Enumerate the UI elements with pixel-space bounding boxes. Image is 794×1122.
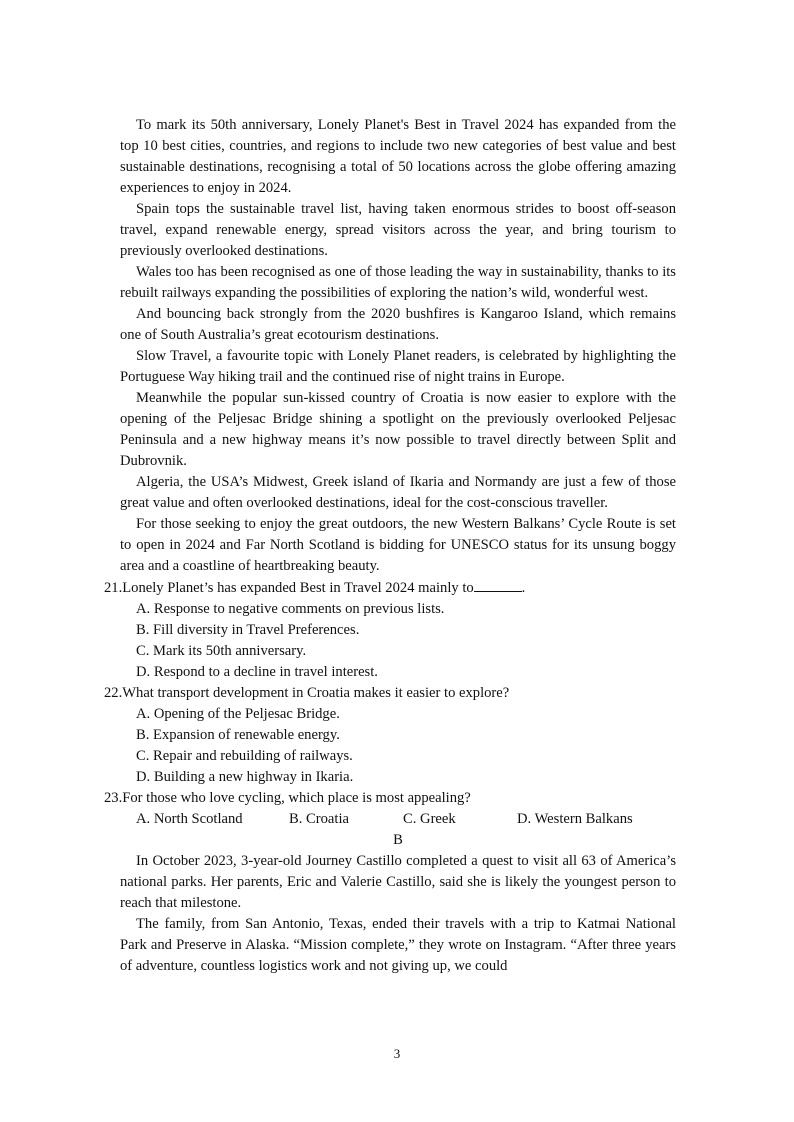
question-21-option-c: C. Mark its 50th anniversary. — [136, 643, 307, 659]
question-21 — [104, 577, 676, 599]
passage-a-paragraph: Algeria, the USA’s Midwest, Greek island of Ikaria and Normandy are just a few of those great value and often overlooked destinations, ideal for the cost-conscious traveller. — [120, 474, 676, 511]
answer-blank — [474, 577, 522, 592]
passage-a-paragraph: And bouncing back strongly from the 2020 bushfires is Kangaroo Island, which remains one of South Australia’s great ecotourism destinations. — [120, 306, 676, 343]
question-23-stem: 23.For those who love cycling, which place is most appealing? — [104, 790, 471, 806]
section-b-heading: B — [393, 832, 403, 848]
question-23-option-a: A. North Scotland — [136, 811, 243, 827]
passage-b-paragraph: The family, from San Antonio, Texas, ended their travels with a trip to Katmai National Park and Preserve in Alaska. “Mission complete,” they wrote on Instagram. “After three years of adventure, countless logistics work and not giving up, we could — [120, 916, 676, 974]
question-21-option-a: A. Response to negative comments on previous lists. — [136, 601, 445, 617]
passage-a-paragraph: Spain tops the sustainable travel list, having taken enormous strides to boost off-season travel, expand renewable energy, spread visitors across the year, and bring tourism to previously overlooked destinations. — [120, 201, 676, 259]
question-22-option-b: B. Expansion of renewable energy. — [136, 727, 340, 743]
passage-a-paragraph: Slow Travel, a favourite topic with Lonely Planet readers, is celebrated by highlighting the Portuguese Way hiking trail and the continued rise of night trains in Europe. — [120, 348, 676, 385]
question-22-option-d: D. Building a new highway in Ikaria. — [136, 769, 354, 785]
question-22-stem: 22.What transport development in Croatia makes it easier to explore? — [104, 685, 510, 701]
question-21-option-d: D. Respond to a decline in travel interest. — [136, 664, 378, 680]
passage-a-paragraph: Wales too has been recognised as one of those leading the way in sustainability, thanks to its rebuilt railways expanding the possibilities of exploring the nation’s wild, wonderful west. — [120, 264, 676, 301]
passage-b-paragraph: In October 2023, 3-year-old Journey Castillo completed a quest to visit all 63 of America’s national parks. Her parents, Eric and Valerie Castillo, said she is likely the youngest person to reach that milestone. — [120, 853, 676, 911]
page-content — [104, 115, 676, 977]
page-number: 3 — [393, 1046, 401, 1061]
question-21-stem: 21.Lonely Planet’s has expanded Best in Travel 2024 mainly to — [104, 580, 474, 596]
passage-a-paragraph: To mark its 50th anniversary, Lonely Planet's Best in Travel 2024 has expanded from the top 10 best cities, countries, and regions to include two new categories of best value and best sustainable destinations, recognising a total of 50 locations across the globe offering amazing experiences to enjoy in 2024. — [120, 117, 676, 196]
question-21-stem-end: . — [521, 580, 526, 596]
question-21-option-b: B. Fill diversity in Travel Preferences. — [136, 622, 360, 638]
passage-a-paragraph: For those seeking to enjoy the great outdoors, the new Western Balkans’ Cycle Route is set to open in 2024 and Far North Scotland is bidding for UNESCO status for its unsung boggy area and a coastline of heartbreaking beauty. — [120, 516, 676, 574]
question-23-option-c: C. Greek — [403, 811, 456, 827]
question-23-option-b: B. Croatia — [289, 811, 349, 827]
question-23-options — [136, 809, 676, 830]
question-22-option-c: C. Repair and rebuilding of railways. — [136, 748, 353, 764]
question-22-option-a: A. Opening of the Peljesac Bridge. — [136, 706, 340, 722]
question-23-option-d: D. Western Balkans — [517, 811, 633, 827]
passage-a-paragraph: Meanwhile the popular sun-kissed country of Croatia is now easier to explore with the opening of the Peljesac Bridge shining a spotlight on the previously overlooked Peljesac Peninsula and a new highway means it’s now possible to travel directly between Split and Dubrovnik. — [120, 390, 676, 469]
